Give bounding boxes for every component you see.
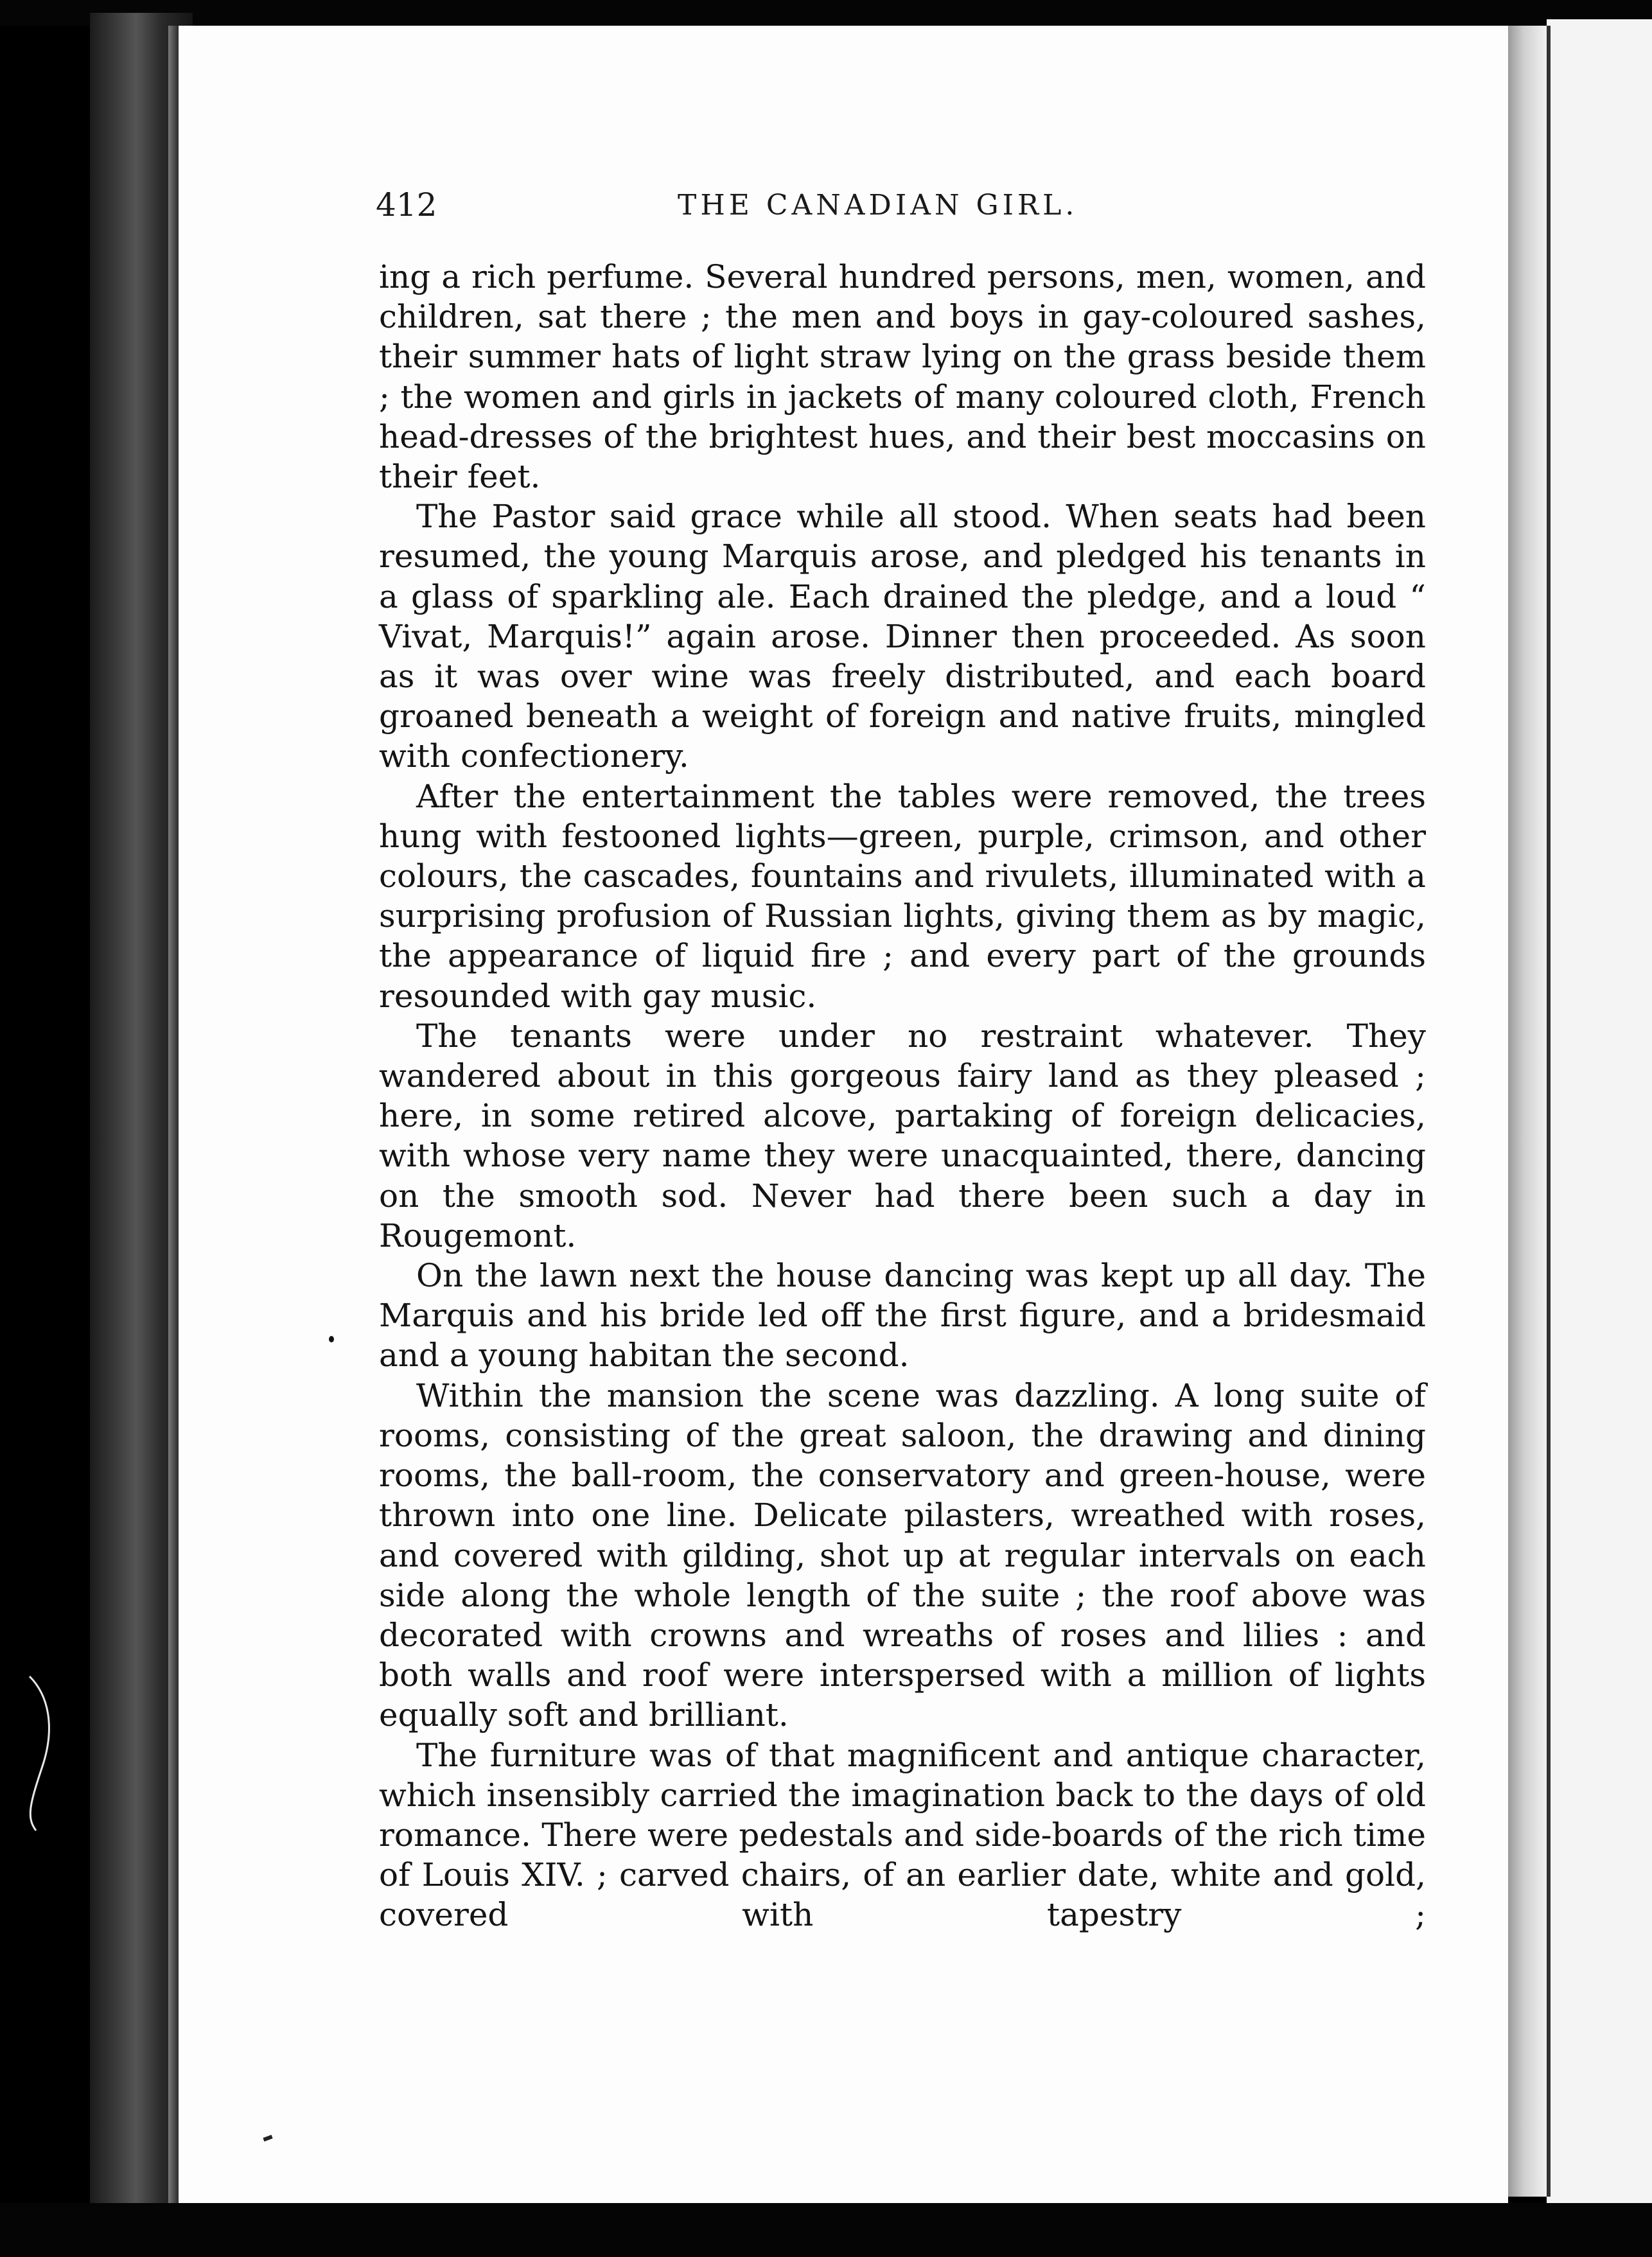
paragraph: On the lawn next the house dancing was kept up all day. The Marquis and his bride led off the first figure, and a bridesmaid and a young habitan the second.: [379, 1257, 1426, 1374]
scan-bottom-border: [0, 2203, 1652, 2257]
paragraph: The Pastor said grace while all stood. When seats had been resumed, the young Marquis arose, and pledged his tenants in a glass of sparkling ale. Each drained the pledge, and a loud “ Vivat, Marquis!” again arose. Dinner then proceeded. As soon as it was over wine was freely distributed, and each board groaned beneath a weight of foreign and native fruits, mingled with confectionery.: [379, 498, 1426, 775]
running-head: [376, 186, 1423, 238]
body-text: [379, 257, 1426, 1935]
paragraph: Within the mansion the scene was dazzling. A long suite of rooms, consisting of the great saloon, the drawing and dining rooms, the ball-room, the conservatory and green-house, were thrown into one line. Delicate pilasters, wreathed with roses, and covered with gilding, shot up at regular intervals on each side along the whole length of the suite ; the roof above was decorated with crowns and wreaths of roses and lilies : and both walls and roof were interspersed with a million of lights equally soft and brilliant.: [379, 1376, 1426, 1734]
scan-top-border: [0, 0, 1652, 26]
page-number: 412: [376, 186, 437, 224]
binding-edge: [168, 26, 179, 2209]
paragraph: ing a rich perfume. Several hundred persons, men, women, and children, sat there ; the men and boys in gay-coloured sashes, their summer hats of light straw lying on the grass beside them ; the women and girls in jackets of many coloured cloth, French head-dresses of the brightest hues, and their best moccasins on their feet.: [379, 258, 1426, 496]
next-page-edge: [1508, 26, 1547, 2197]
running-title: THE CANADIAN GIRL.: [678, 189, 1078, 222]
stray-hair-mark: [23, 1670, 62, 1837]
next-page-gutter: [1547, 26, 1551, 2197]
margin-speck: [329, 1336, 334, 1342]
paragraph: The furniture was of that magnificent and antique character, which insensibly carried the imagination back to the days of old romance. There were pedestals and side-boards of the rich time of Louis XIV. ; carved chairs, of an earlier date, white and gold, covered with tapestry ;: [379, 1736, 1426, 1934]
next-page: [1547, 19, 1652, 2209]
paragraph: After the entertainment the tables were removed, the trees hung with festooned lights—green, purple, crimson, and other colours, the cascades, fountains and rivulets, illuminated with a surprising profusion of Russian lights, giving them as by magic, the appearance of liquid fire ; and every part of the grounds resounded with gay music.: [379, 777, 1426, 1015]
paragraph: The tenants were under no restraint whatever. They wandered about in this gorgeous fairy land as they pleased ; here, in some retired alcove, partaking of foreign delicacies, with whose very name they were unacquainted, there, dancing on the smooth sod. Never had there been such a day in Rougemont.: [379, 1017, 1426, 1254]
